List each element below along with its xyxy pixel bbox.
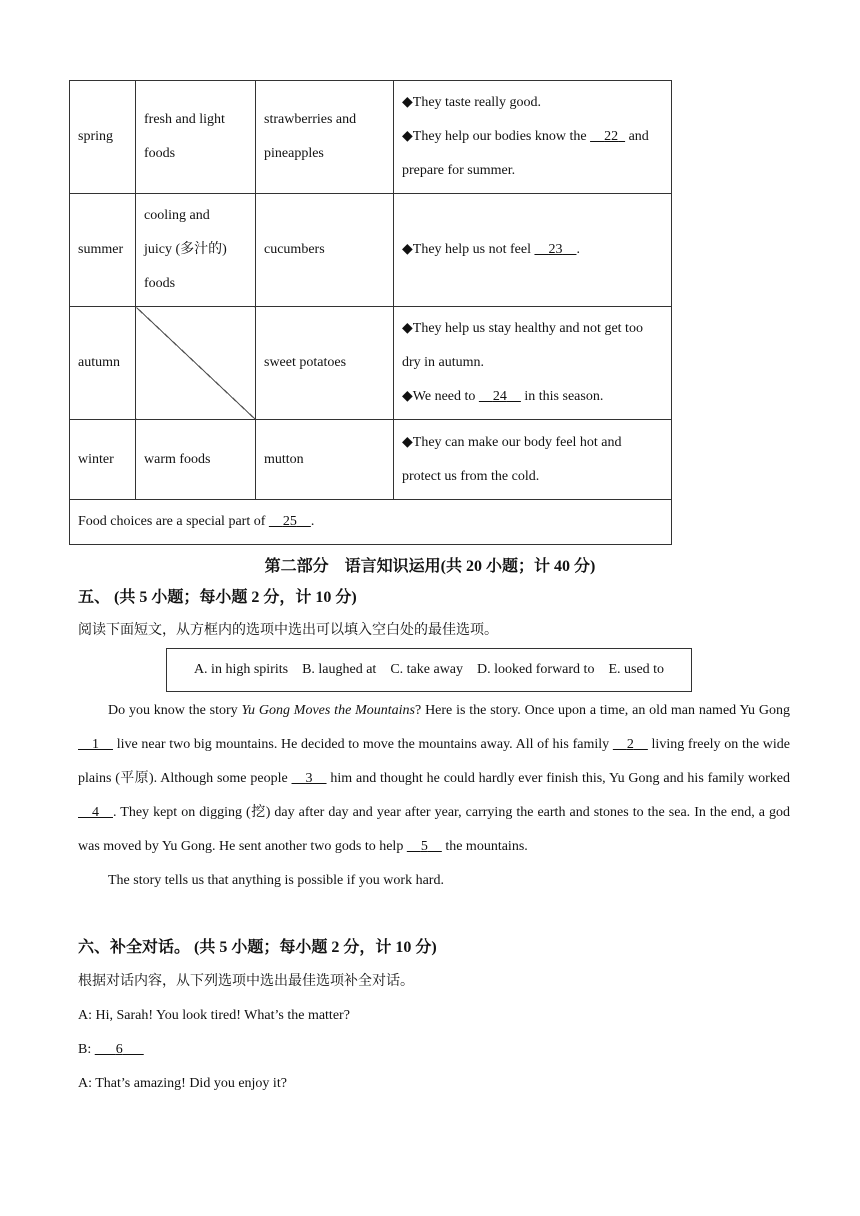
blank-3[interactable]	[292, 771, 327, 786]
dialogue-line	[78, 1040, 144, 1060]
table-footer-row	[70, 500, 672, 545]
reason-line: ◆They taste really good.	[402, 95, 542, 110]
option-a[interactable]: A. in high spirits	[193, 662, 289, 677]
reason-text: in this season.	[520, 389, 604, 404]
cell-line: pineapples	[264, 146, 324, 161]
cell-line: cooling and	[144, 208, 210, 223]
dialogue-line	[78, 1006, 350, 1026]
season-cell: summer	[70, 194, 136, 307]
blank-number: 1	[92, 737, 99, 752]
reason-text: .	[576, 242, 580, 257]
example-cell	[256, 81, 394, 194]
blank-6[interactable]	[95, 1042, 144, 1057]
reason-text: ◆They help our bodies know the	[402, 129, 591, 144]
blank-number: 4	[92, 805, 99, 820]
dialogue-line	[78, 1074, 287, 1094]
speaker: A:	[78, 1076, 92, 1091]
season-cell: spring	[70, 81, 136, 194]
reason-cell	[394, 81, 672, 194]
cell-line: fresh and light	[144, 112, 225, 127]
story-title: Yu Gong Moves the Mountains	[241, 703, 416, 718]
reason-line	[402, 380, 663, 414]
blank-number: 25	[282, 514, 297, 529]
story-text: live near two big mountains. He decided to move the mountains away. All of his family	[113, 737, 613, 752]
section-six-heading: 六、补全对话。 (共 5 小题；每小题 2 分，计 10 分)	[78, 939, 437, 956]
story-text: ? Here is the story. Once upon a time, an old man named Yu Gong	[415, 703, 790, 718]
options-box	[166, 648, 692, 692]
season-cell: winter	[70, 420, 136, 500]
footer-cell	[70, 500, 672, 545]
story-text: the mountains.	[441, 839, 528, 854]
story-passage	[78, 694, 790, 898]
reason-text: ◆They help us not feel	[402, 242, 535, 257]
footer-end: .	[310, 514, 315, 529]
reason-cell: ◆They can make our body feel hot and protect us from the cold.	[394, 420, 672, 500]
section-six-instruction: 根据对话内容，从下列选项中选出最佳选项补全对话。	[78, 974, 414, 989]
blank-23[interactable]	[534, 242, 576, 257]
story-paragraph	[78, 694, 790, 864]
speaker: B:	[78, 1042, 92, 1057]
blank-number: 24	[492, 389, 507, 404]
dialogue-text: Hi, Sarah! You look tired! What’s the matter?	[92, 1008, 350, 1023]
reason-line	[402, 120, 663, 188]
food-type-cell	[136, 194, 256, 307]
option-d[interactable]: D. looked forward to	[477, 662, 595, 677]
section-five-instruction: 阅读下面短文，从方框内的选项中选出可以填入空白处的最佳选项。	[78, 623, 498, 638]
cell-line: foods	[144, 146, 176, 161]
blank-5[interactable]	[407, 839, 442, 854]
option-b[interactable]: B. laughed at	[302, 662, 377, 677]
blank-22[interactable]	[590, 129, 625, 144]
example-cell: sweet potatoes	[256, 307, 394, 420]
option-e[interactable]: E. used to	[608, 662, 665, 677]
blank-number: 23	[548, 242, 563, 257]
blank-2[interactable]	[613, 737, 648, 752]
blank-number: 22	[604, 129, 619, 144]
food-table	[69, 80, 672, 545]
table-row	[70, 307, 672, 420]
story-text: Do you know the story	[108, 703, 242, 718]
season-cell: autumn	[70, 307, 136, 420]
story-text: . They kept on digging (挖) day after day and year after year, carrying the earth and stones to the sea. In the end, a god was moved by Yu Gong. He sent another two gods to help	[78, 805, 790, 854]
table-row	[70, 194, 672, 307]
cell-line: foods	[144, 276, 176, 291]
food-type-cell: warm foods	[136, 420, 256, 500]
blank-number: 5	[420, 839, 428, 854]
reason-cell	[394, 307, 672, 420]
section-five-heading: 五、 (共 5 小题；每小题 2 分，计 10 分)	[78, 589, 357, 606]
blank-24[interactable]	[479, 389, 521, 404]
table-row	[70, 81, 672, 194]
speaker: A:	[78, 1008, 92, 1023]
dialogue-text: That’s amazing! Did you enjoy it?	[92, 1076, 287, 1091]
story-text: him and thought he could hardly ever finish this, Yu Gong and his family worked	[326, 771, 790, 786]
blank-4[interactable]	[78, 805, 113, 820]
table-row	[70, 420, 672, 500]
footer-text: Food choices are a special part of	[78, 514, 269, 529]
blank-number: 2	[626, 737, 634, 752]
cell-line: juicy (多汁的)	[144, 242, 227, 257]
food-type-cell	[136, 81, 256, 194]
part-two-heading: 第二部分 语言知识运用(共 20 小题；计 40 分)	[264, 558, 596, 575]
blank-1[interactable]	[78, 737, 113, 752]
example-cell: cucumbers	[256, 194, 394, 307]
reason-line: ◆They help us stay healthy and not get too dry in autumn.	[402, 321, 643, 370]
reason-text: and prepare for summer.	[402, 129, 649, 178]
option-c[interactable]: C. take away	[390, 662, 464, 677]
reason-cell	[394, 194, 672, 307]
story-text: living freely on the wide plains (平原). Although some people	[78, 737, 790, 786]
blank-25[interactable]	[269, 514, 311, 529]
example-cell: mutton	[256, 420, 394, 500]
blank-number: 6	[115, 1042, 123, 1057]
blank-number: 3	[305, 771, 313, 786]
reason-text: ◆We need to	[402, 389, 479, 404]
cell-line: strawberries and	[264, 112, 357, 127]
empty-diagonal-cell	[136, 307, 256, 420]
story-paragraph: The story tells us that anything is possible if you work hard.	[108, 873, 444, 888]
